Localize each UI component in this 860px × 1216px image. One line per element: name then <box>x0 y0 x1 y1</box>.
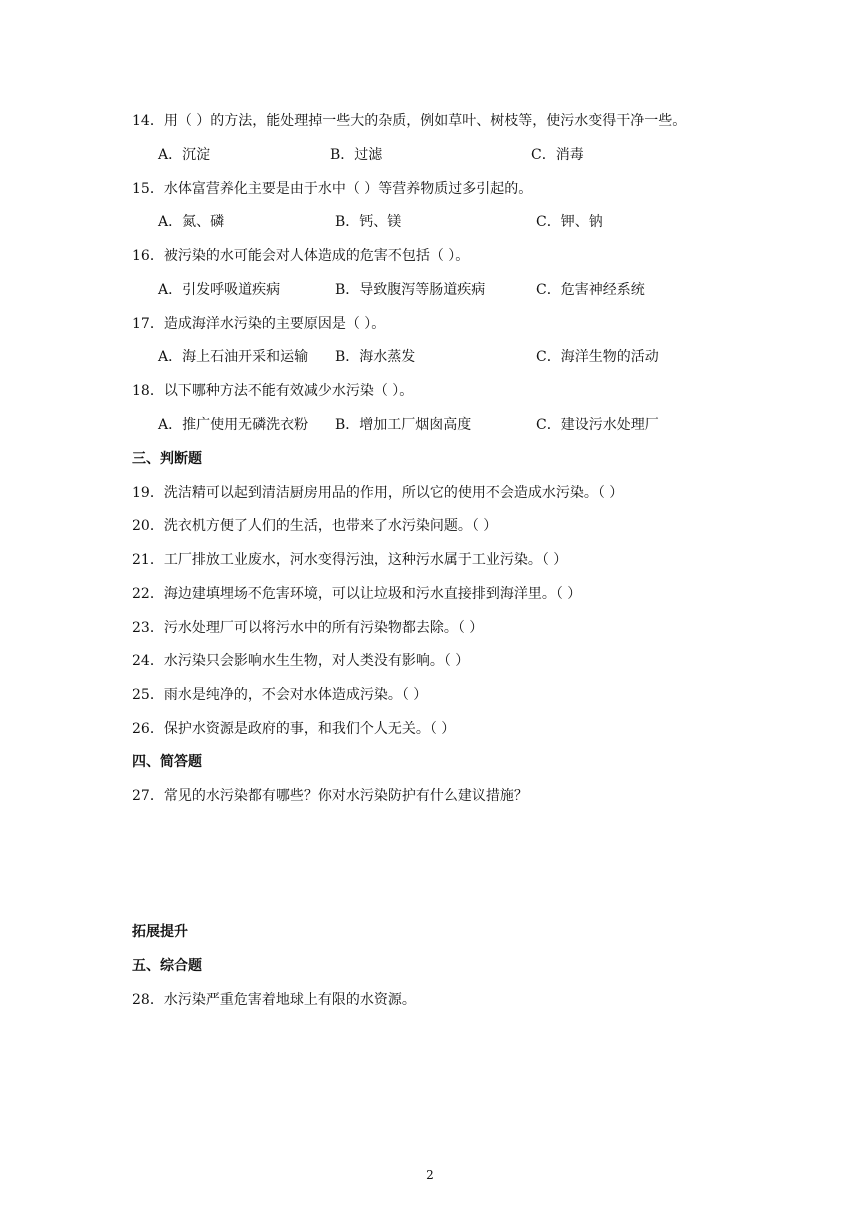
question-15-option-a: A．氮、磷 <box>158 214 225 230</box>
question-16-option-a: A．引发呼吸道疾病 <box>158 282 281 298</box>
question-16-stem: 16．被污染的水可能会对人体造成的危害不包括（ ）。 <box>132 248 470 264</box>
question-15-option-b: B．钙、镁 <box>335 214 402 230</box>
section-3-heading: 三、判断题 <box>132 451 202 467</box>
question-18-stem: 18．以下哪种方法不能有效减少水污染（ ）。 <box>132 383 414 399</box>
question-18-option-b: B．增加工厂烟囱高度 <box>335 417 472 433</box>
question-18-option-c: C．建设污水处理厂 <box>536 417 659 433</box>
question-23: 23．污水处理厂可以将污水中的所有污染物都去除。（ ） <box>132 620 484 636</box>
question-15-option-c: C．钾、钠 <box>536 214 603 230</box>
page-number: 2 <box>426 1168 434 1182</box>
extension-heading: 拓展提升 <box>132 924 188 940</box>
question-18-option-a: A．推广使用无磷洗衣粉 <box>158 417 309 433</box>
question-14-stem: 14．用（ ）的方法，能处理掉一些大的杂质，例如草叶、树枝等，使污水变得干净一些。 <box>132 113 687 129</box>
question-21: 21．工厂排放工业废水，河水变得污浊，这种污水属于工业污染。（ ） <box>132 552 568 568</box>
question-25: 25．雨水是纯净的，不会对水体造成污染。（ ） <box>132 687 428 703</box>
question-28: 28．水污染严重危害着地球上有限的水资源。 <box>132 992 416 1008</box>
section-5-heading: 五、综合题 <box>132 958 202 974</box>
question-16-option-b: B．导致腹泻等肠道疾病 <box>335 282 486 298</box>
section-4-heading: 四、简答题 <box>132 754 202 770</box>
question-14-option-a: A．沉淀 <box>158 147 211 163</box>
question-27: 27．常见的水污染都有哪些？你对水污染防护有什么建议措施？ <box>132 788 528 804</box>
question-16-option-c: C．危害神经系统 <box>536 282 645 298</box>
question-20: 20．洗衣机方便了人们的生活，也带来了水污染问题。（ ） <box>132 518 498 534</box>
question-17-option-b: B．海水蒸发 <box>335 349 416 365</box>
question-19: 19．洗洁精可以起到清洁厨房用品的作用，所以它的使用不会造成水污染。（ ） <box>132 485 624 501</box>
question-26: 26．保护水资源是政府的事，和我们个人无关。（ ） <box>132 721 456 737</box>
question-17-stem: 17．造成海洋水污染的主要原因是（ ）。 <box>132 316 386 332</box>
question-17-option-c: C．海洋生物的活动 <box>536 349 659 365</box>
question-15-stem: 15．水体富营养化主要是由于水中（ ）等营养物质过多引起的。 <box>132 181 533 197</box>
question-24: 24．水污染只会影响水生生物，对人类没有影响。（ ） <box>132 653 470 669</box>
question-14-option-b: B．过滤 <box>330 147 383 163</box>
question-17-option-a: A．海上石油开采和运输 <box>158 349 309 365</box>
question-22: 22．海边建填埋场不危害环境，可以让垃圾和污水直接排到海洋里。（ ） <box>132 586 582 602</box>
question-14-option-c: C．消毒 <box>531 147 584 163</box>
